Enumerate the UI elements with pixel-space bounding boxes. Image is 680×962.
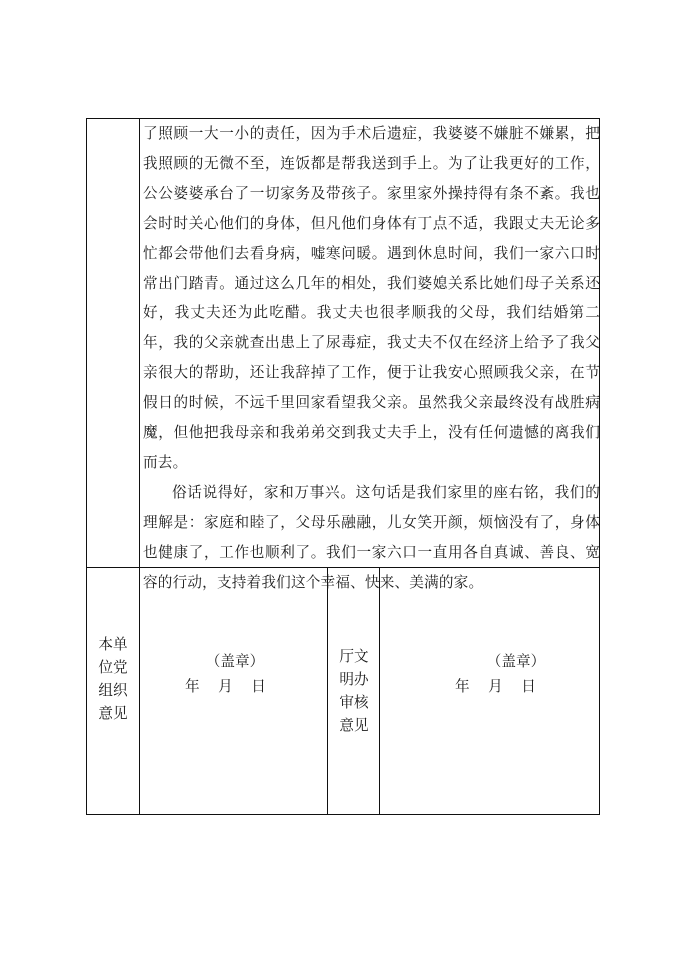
label-line: 本单: [98, 636, 128, 653]
label-line: 组织: [98, 682, 128, 699]
civilization-office-stamp: （盖章）: [486, 653, 546, 670]
label-line: 意见: [339, 717, 369, 734]
label-line: 厅文: [339, 648, 369, 665]
table-divider-approval-1: [327, 567, 328, 815]
narrative-paragraph-2: 俗话说得好，家和万事兴。这句话是我们家里的座右铭，我们的理解是：家庭和睦了，父母乐融融，儿女笑开颜，烦恼没有了，身体也健康了，工作也顺利了。我们一家六口一直用各自真诚、善良、宽容的行动，支持着我们这个幸福、快来、美满的家。: [143, 483, 600, 591]
party-org-opinion-label: [90, 633, 136, 725]
party-org-date: 年 月 日: [185, 678, 266, 695]
narrative-paragraph-1: 了照顾一大一小的责任，因为手术后遗症，我婆婆不嫌脏不嫌累，把我照顾的无微不至，连饭都是帮我送到手上。为了让我更好的工作，公公婆婆承台了一切家务及带孩子。家里家外操持得有条不紊。我也会时时关心他们的身体，但凡他们身体有丁点不适，我跟丈夫无论多忙都会带他们去看身病，嘘寒问暖。遇到休息时间，我们一家六口时常出门踏青。通过这么几年的相处，我们婆媳关系比她们母子关系还好，我丈夫还为此吃醋。我丈夫也很孝顺我的父母，我们结婚第二年，我的父亲就查出患上了尿毒症，我丈夫不仅在经济上给予了我父亲很大的帮助，还让我辞掉了工作，便于让我安心照顾我父亲，在节假日的时候，不远千里回家看望我父亲。虽然我父亲最终没有战胜病魔，但他把我母亲和我弟弟交到我丈夫手上，没有任何遗憾的离我们而去。: [143, 125, 600, 471]
civilization-office-review-label: [332, 645, 376, 737]
narrative-text: [143, 119, 600, 598]
party-org-stamp: （盖章）: [205, 653, 265, 670]
table-divider-approval-2: [379, 567, 380, 815]
label-line: 位党: [98, 659, 128, 676]
civilization-office-date: 年 月 日: [455, 678, 536, 695]
label-line: 意见: [98, 705, 128, 722]
table-divider-left: [139, 118, 140, 815]
label-line: 审核: [339, 694, 369, 711]
label-line: 明办: [339, 671, 369, 688]
